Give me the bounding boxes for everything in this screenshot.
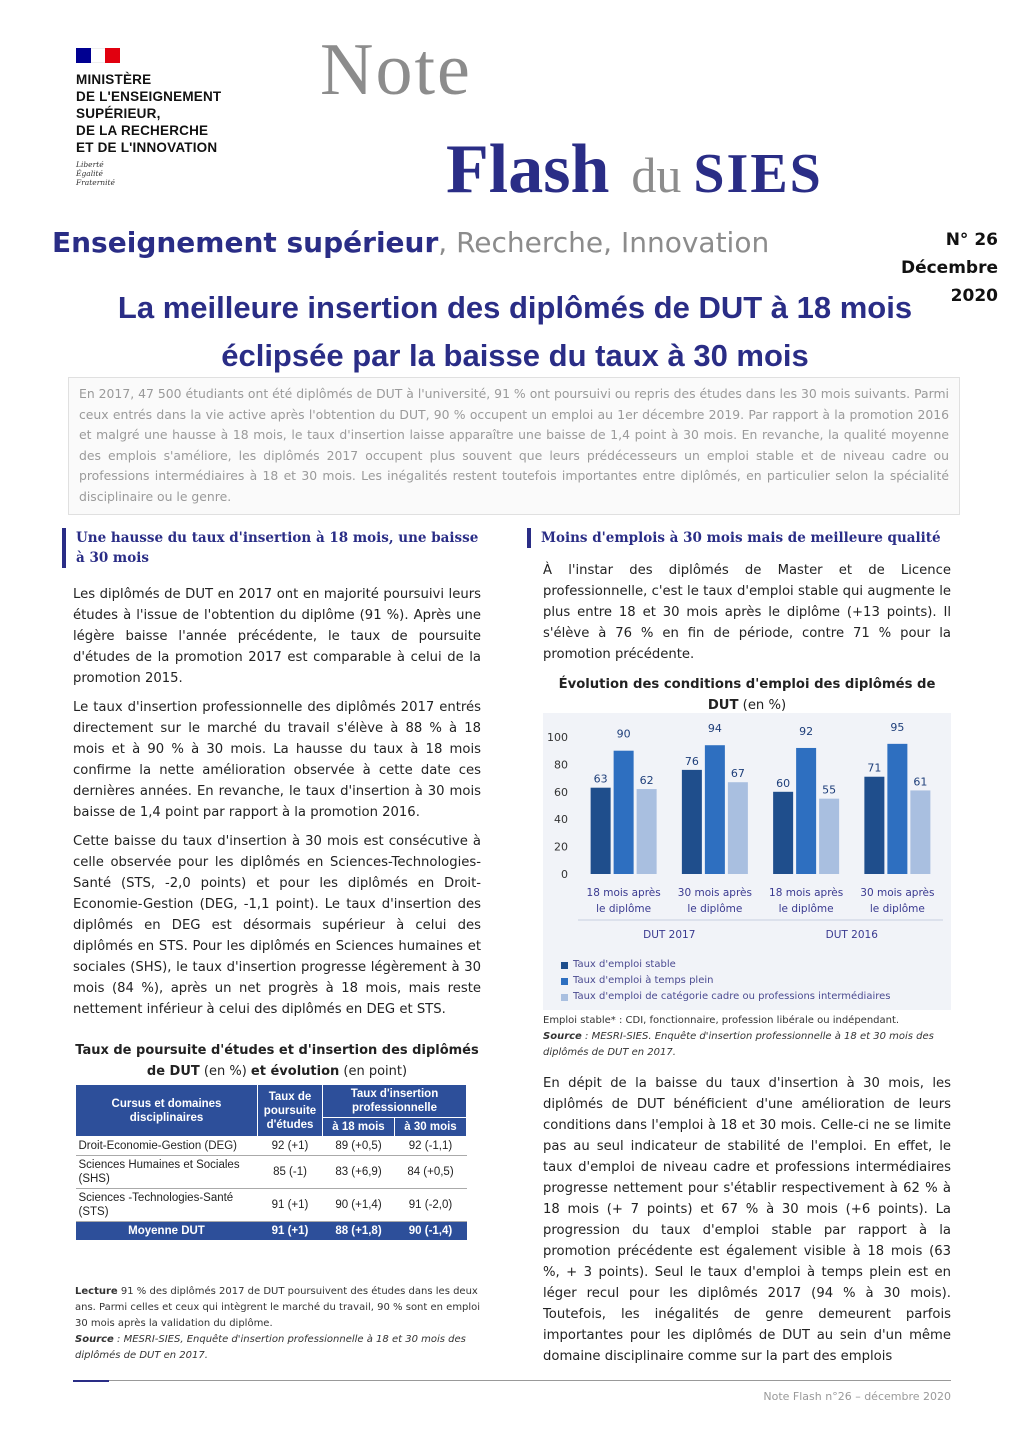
- y-tick-label: 100: [547, 731, 568, 744]
- chart-source-text: : MESRI-SIES. Enquête d'insertion professionnelle à 18 et 30 mois des diplômés de DUT en 2017.: [543, 1031, 934, 1058]
- bar-value-label: 76: [684, 754, 699, 768]
- bar-value-label: 63: [593, 772, 608, 786]
- legend-item: [561, 973, 951, 989]
- y-tick-label: 80: [554, 758, 568, 772]
- row-poursuite: 92 (+1): [258, 1137, 323, 1156]
- chart-note-source: [543, 1029, 953, 1061]
- table-title-norm-2: (en point): [339, 1064, 408, 1079]
- footer-accent: [73, 1380, 109, 1382]
- legend-swatch: [561, 978, 568, 985]
- issue-date: Décembre 2020: [900, 258, 998, 306]
- masthead-note: Note: [320, 29, 472, 111]
- bar-value-label: 92: [799, 724, 814, 738]
- row-18-mois: 89 (+0,5): [323, 1137, 395, 1156]
- bar-value-label: 61: [913, 775, 928, 789]
- page-title: La meilleure insertion des diplômés de DUT à 18 mois éclipsée par la baisse du taux à 30 mois: [117, 290, 913, 373]
- row-poursuite: 91 (+1): [258, 1189, 323, 1222]
- tagline-rest: , Recherche, Innovation: [438, 226, 770, 259]
- group-label: DUT 2016: [825, 929, 878, 941]
- bar: [773, 792, 793, 874]
- row-label: Droit-Economie-Gestion (DEG): [76, 1137, 258, 1156]
- table-title-bold-1: Taux de poursuite d'études et d'insertion des diplômés de DUT: [75, 1043, 479, 1079]
- left-section-title: Une hausse du taux d'insertion à 18 mois, une baisse à 30 mois: [62, 528, 486, 568]
- bar-value-label: 95: [890, 720, 905, 734]
- bar: [705, 745, 725, 874]
- table-source: [75, 1332, 483, 1364]
- legend-label: Taux d'emploi stable: [573, 959, 676, 970]
- bar: [864, 777, 884, 874]
- row-18-mois: 83 (+6,9): [323, 1156, 395, 1189]
- bar: [910, 790, 930, 874]
- th-30-mois: à 30 mois: [394, 1118, 466, 1137]
- y-tick-label: 40: [554, 813, 568, 827]
- bar: [614, 751, 634, 874]
- masthead-du: du: [631, 147, 682, 203]
- bar-value-label: 67: [730, 767, 745, 781]
- flag-blue: [76, 48, 91, 63]
- masthead-flash: [446, 130, 823, 210]
- left-paragraph-2: Le taux d'insertion professionnelle des diplômés 2017 entrés directement sur le marché du travail s'élève à 88 % à 18 mois et à 90 % à 30 mois. La hausse du taux à 18 mois confirme la nette amélioration observée à cette date ces dernières années. En revanche, le taux d'insertion à 30 mois baisse de 1,4 point par rapport à la promotion 2016.: [73, 700, 481, 820]
- insertion-table: [75, 1084, 467, 1240]
- lecture-text: 91 % des diplômés 2017 de DUT poursuivent des études dans les deux ans. Parmi celles et ceux qui intègrent le marché du travail, 90 % sont en emploi 30 mois après la validation du diplôme.: [75, 1286, 481, 1329]
- y-tick-label: 60: [554, 785, 568, 799]
- x-tick-label: le diplôme: [687, 903, 743, 915]
- chart-title: [543, 674, 951, 716]
- avg-18-mois: 88 (+1,8): [323, 1222, 395, 1241]
- row-30-mois: 92 (-1,1): [394, 1137, 466, 1156]
- legend-swatch: [561, 994, 568, 1001]
- bar-value-label: 55: [822, 783, 837, 797]
- avg-30-mois: 90 (-1,4): [394, 1222, 466, 1241]
- avg-label: Moyenne DUT: [76, 1222, 258, 1241]
- bar: [637, 789, 657, 874]
- republic-motto: Liberté Égalité Fraternité: [76, 160, 115, 187]
- table-row: [76, 1156, 467, 1189]
- bar: [682, 770, 702, 874]
- table-lecture: [75, 1284, 483, 1332]
- right-column-body-2: [543, 1073, 951, 1375]
- bar: [591, 788, 611, 874]
- row-poursuite: 85 (-1): [258, 1156, 323, 1189]
- right-paragraph-1: À l'instar des diplômés de Master et de Licence professionnelle, c'est le taux d'emploi stable qui augmente le plus entre 18 et 30 mois après le diplôme (+13 points). Il s'élève à 76 % en fin de période, contre 71 % pour la promotion précédente.: [543, 563, 951, 662]
- x-tick-label: 18 mois après: [586, 887, 661, 899]
- flag-white: [91, 48, 106, 63]
- bar: [819, 799, 839, 874]
- x-tick-label: 18 mois après: [769, 887, 844, 899]
- left-paragraph-3: Cette baisse du taux d'insertion à 30 mois est consécutive à celle observée pour les diplômés en Sciences-Technologies-Santé (STS, -2,0 points) et pour les diplômés en Droit-Economie-Gestion (DEG, -1,1 point). Le taux d'insertion des diplômés en DEG est désormais supérieur à celui des diplômés en STS. Pour les diplômés en Sciences humaines et sociales (SHS), le taux d'insertion progresse légèrement à 30 mois (84 %), après un net progrès à 18 mois, mais reste nettement inférieur à celui des diplômés en DEG et STS.: [73, 834, 481, 1017]
- x-tick-label: le diplôme: [869, 903, 925, 915]
- chart-legend: [561, 957, 951, 1005]
- row-label: Sciences -Technologies-Santé (STS): [76, 1189, 258, 1222]
- bar: [887, 744, 907, 874]
- bar-value-label: 94: [707, 722, 722, 736]
- x-tick-label: le diplôme: [596, 903, 652, 915]
- row-30-mois: 91 (-2,0): [394, 1189, 466, 1222]
- bar: [728, 782, 748, 874]
- flag-red: [105, 48, 120, 63]
- x-tick-label: 30 mois après: [677, 887, 752, 899]
- legend-swatch: [561, 962, 568, 969]
- chart-notes: [543, 1013, 953, 1061]
- y-tick-label: 0: [561, 868, 568, 881]
- left-paragraph-1: Les diplômés de DUT en 2017 ont en majorité poursuivi leurs études à l'issue de l'obtention du diplôme (91 %). Après une légère baisse l'année précédente, le taux de poursuite d'études de la promotion 2017 est comparable à celui de la promotion 2015.: [73, 587, 481, 686]
- legend-item: [561, 989, 951, 1005]
- bar-value-label: 71: [867, 761, 882, 775]
- source-text: : MESRI-SIES, Enquête d'insertion professionnelle à 18 et 30 mois des diplômés de DUT en 2017.: [75, 1334, 466, 1361]
- row-18-mois: 90 (+1,4): [323, 1189, 395, 1222]
- masthead-sies: SIES: [693, 143, 823, 205]
- tagline-bold: Enseignement supérieur: [52, 226, 439, 259]
- row-30-mois: 84 (+0,5): [394, 1156, 466, 1189]
- table-row: [76, 1137, 467, 1156]
- bar-value-label: 90: [616, 727, 631, 741]
- avg-poursuite: 91 (+1): [258, 1222, 323, 1241]
- right-paragraph-2: En dépit de la baisse du taux d'insertion à 30 mois, les diplômés de DUT bénéficient d'une amélioration de leurs conditions dans l'emploi à 18 et 30 mois. Celle-ci ne se limite pas au seul indicateur de stabilité de l'emploi. En effet, le taux d'emploi de niveau cadre et professions intermédiaires progresse nettement pour s'établir respectivement à 62 % à 18 mois (+ 7 points) et 67 % à 30 mois (+6 points). La progression du taux d'emploi stable par rapport à la promotion précédente est également visible à 18 mois (63 %, + 3 points). Seul le taux d'emploi à temps plein est en léger recul pour les diplômés 2017 (94 % à 30 mois). Toutefois, les inégalités de genre demeurent parfois importantes pour les diplômés de DUT au sein d'un même domaine disciplinaire comme sur la part des emplois: [543, 1076, 951, 1364]
- y-tick-label: 20: [554, 840, 568, 854]
- left-column-body: [73, 584, 481, 1028]
- abstract-box: En 2017, 47 500 étudiants ont été diplômés de DUT à l'université, 91 % ont poursuivi ou repris des études dans les 30 mois suivants. Parmi ceux entrés dans la vie active après l'obtention du DUT, 90 % occupent un emploi au 1er décembre 2019. Par rapport à la promotion 2016 et malgré une hausse à 18 mois, le taux d'insertion laisse apparaître une baisse de 1,4 point à 30 mois. En revanche, la qualité moyenne des emplois s'améliore, les diplômés 2017 occupent plus souvent que leurs prédécesseurs un emploi stable et de niveau cadre ou professions intermédiaires à 18 et 30 mois. Les inégalités restent toutefois importantes entre diplômés, en particulier selon la spécialité disciplinaire ou le genre.: [68, 377, 960, 515]
- issue-number: N° 26: [945, 230, 998, 250]
- table-row: [76, 1189, 467, 1222]
- chart-title-unit: (en %): [738, 698, 787, 713]
- chart-source-label: Source: [543, 1031, 582, 1042]
- emploi-text: : CDI, fonctionnaire, profession libérale ou indépendant.: [615, 1015, 900, 1026]
- table-title-bold-2: et évolution: [250, 1064, 340, 1079]
- emploi-label: Emploi stable*: [543, 1015, 616, 1026]
- row-label: Sciences Humaines et Sociales (SHS): [76, 1156, 258, 1189]
- table-title: [73, 1040, 481, 1082]
- th-insertion: Taux d'insertion professionnelle: [323, 1085, 467, 1118]
- masthead-flash-word: Flash: [446, 131, 610, 208]
- legend-label: Taux d'emploi à temps plein: [573, 975, 714, 986]
- th-18-mois: à 18 mois: [323, 1118, 395, 1137]
- group-label: DUT 2017: [643, 929, 696, 941]
- table-title-norm-1: (en %): [199, 1064, 251, 1079]
- th-poursuite: Taux de poursuite d'études: [258, 1085, 323, 1137]
- footer-divider: [73, 1380, 951, 1381]
- right-section-title: Moins d'emplois à 30 mois mais de meilleure qualité: [527, 528, 961, 548]
- table-notes: [75, 1284, 483, 1364]
- ministry-name: MINISTÈRE DE L'ENSEIGNEMENT SUPÉRIEUR, DE LA RECHERCHE ET DE L'INNOVATION: [76, 72, 222, 155]
- legend-item: [561, 957, 951, 973]
- chart-title-bold: Évolution des conditions d'emploi des diplômés de DUT: [558, 677, 936, 713]
- tagline: [52, 226, 769, 259]
- table-average-row: [76, 1222, 467, 1241]
- source-label: Source: [75, 1334, 114, 1345]
- x-tick-label: 30 mois après: [860, 887, 935, 899]
- th-cursus: Cursus et domaines disciplinaires: [76, 1085, 258, 1137]
- bar: [796, 748, 816, 874]
- bar-value-label: 60: [776, 776, 791, 790]
- footer-text: Note Flash n°26 – décembre 2020: [763, 1390, 951, 1403]
- x-tick-label: le diplôme: [778, 903, 834, 915]
- marianne-flag-logo: [76, 48, 120, 63]
- right-column-body: [543, 560, 951, 673]
- legend-label: Taux d'emploi de catégorie cadre ou professions intermédiaires: [573, 991, 891, 1002]
- chart-note-emploi: [543, 1013, 953, 1029]
- bar-value-label: 62: [639, 774, 654, 788]
- lecture-label: Lecture: [75, 1286, 118, 1297]
